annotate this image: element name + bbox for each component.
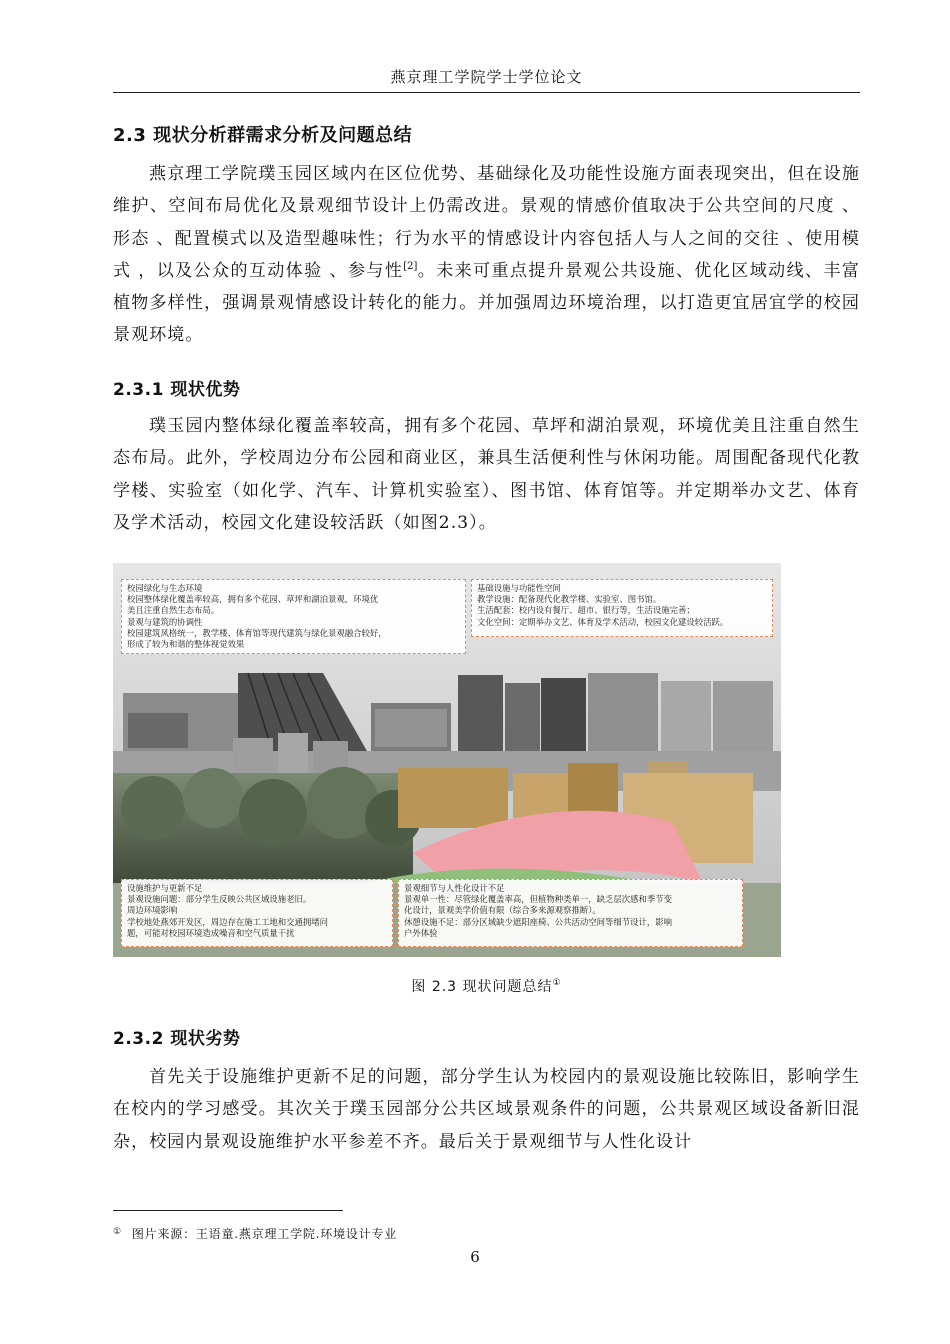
advantages-paragraph: 璞玉园内整体绿化覆盖率较高，拥有多个花园、草坪和湖泊景观，环境优美且注重自然生态布局。此外，学校周边分布公园和商业区，兼具生活便利性与休闲功能。周围配备现代化教学楼、实验室（如化学、汽车、计算机实验室）、图书馆、体育馆等。并定期举办文艺、体育及学术活动，校园文化建设较活跃（如图2.3）。 xyxy=(113,416,860,533)
note-line: 形成了较为和谐的整体视觉效果 xyxy=(127,639,245,650)
note-line: 景观细节与人性化设计不足 xyxy=(404,883,505,893)
note-line: 景观单一性：尽管绿化覆盖率高，但植物种类单一，缺乏层次感和季节变 xyxy=(404,894,672,905)
figure-caption-text: 图 2.3 现状问题总结 xyxy=(411,979,553,995)
figure-caption xyxy=(113,976,860,996)
section-paragraph-text-b: 。未来可重点提升景观公共设施、优化区域动线、丰富植物多样性，强调景观情感设计转化的能力。并加强周边环境治理，以打造更宜居宜学的校园景观环境。 xyxy=(113,260,860,346)
subsection-title-disadvantages: 2.3.2 现状劣势 xyxy=(113,1029,241,1049)
note-line: 文化空间：定期举办文艺、体育及学术活动，校园文化建设较活跃。 xyxy=(477,616,729,627)
note-maintenance xyxy=(121,879,393,947)
header-rule xyxy=(113,92,860,93)
footnote-text: 图片来源：王语童.燕京理工学院.环境设计专业 xyxy=(131,1227,398,1241)
note-line: 户外体验 xyxy=(404,927,438,938)
citation-ref[interactable]: [2] xyxy=(403,260,418,272)
section-paragraph-text-a: 燕京理工学院璞玉园区域内在区位优势、基础绿化及功能性设施方面表现突出，但在设施维护、空间布局优化及景观细节设计上仍需改进。景观的情感价值取决于公共空间的尺度 、形态 、配置模式以及造型趣味性；行为水平的情感设计内容包括人与人之间的交往 、使用模式 ，以及公众的互动体验 、参与性 xyxy=(113,164,860,281)
note-line: 校园绿化与生态环境 xyxy=(127,583,203,593)
footnote-marker: ① xyxy=(113,1227,122,1237)
note-line: 题，可能对校园环境造成噪音和空气质量干扰 xyxy=(127,927,295,938)
disadvantages-paragraph: 首先关于设施维护更新不足的问题，部分学生认为校园内的景观设施比较陈旧，影响学生在校内的学习感受。其次关于璞玉园部分公共区域景观条件的问题，公共景观区域设备新旧混杂，校园内景观设施维护水平参差不齐。最后关于景观细节与人性化设计 xyxy=(113,1067,860,1152)
page-number: 6 xyxy=(470,1248,480,1266)
footnote-rule xyxy=(113,1210,343,1211)
note-landscape-detail xyxy=(398,879,743,947)
note-line: 教学设施：配备现代化教学楼、实验室、图书馆。 xyxy=(477,594,662,605)
note-line: 基础设施与功能性空间 xyxy=(477,583,561,593)
note-line: 周边环境影响 xyxy=(127,905,178,916)
figure-caption-footnote-marker[interactable]: ① xyxy=(552,978,562,988)
note-line: 美且注重自然生态布局。 xyxy=(127,605,220,616)
section-paragraph xyxy=(113,158,860,352)
note-line: 化设计，景观美学价值有限（综合多来源观察推断）。 xyxy=(404,905,601,916)
running-header: 燕京理工学院学士学位论文 xyxy=(390,68,583,86)
footnote xyxy=(113,1225,397,1242)
note-line: 生活配套：校内设有餐厅、超市、银行等，生活设施完善； xyxy=(477,605,695,616)
note-line: 休憩设施不足：部分区域缺少遮阳座椅、公共活动空间等细节设计，影响 xyxy=(404,916,672,927)
note-line: 校园整体绿化覆盖率较高，拥有多个花园、草坪和湖泊景观，环境优 xyxy=(127,594,379,605)
note-line: 学校地处燕郊开发区，周边存在施工工地和交通拥堵问 xyxy=(127,916,328,927)
note-line: 景观与建筑的协调性 xyxy=(127,616,203,627)
subsection-title-advantages: 2.3.1 现状优势 xyxy=(113,380,241,400)
note-line: 校园建筑风格统一，教学楼、体育馆等现代建筑与绿化景观融合较好， xyxy=(127,627,387,638)
note-greenery-ecology xyxy=(121,579,466,654)
note-line: 设施维护与更新不足 xyxy=(127,883,203,893)
note-infrastructure xyxy=(471,579,773,637)
section-title: 2.3 现状分析群需求分析及问题总结 xyxy=(113,125,413,146)
note-line: 景观设施问题：部分学生反映公共区域设施老旧。 xyxy=(127,894,312,905)
figure-campus-collage xyxy=(113,563,781,957)
